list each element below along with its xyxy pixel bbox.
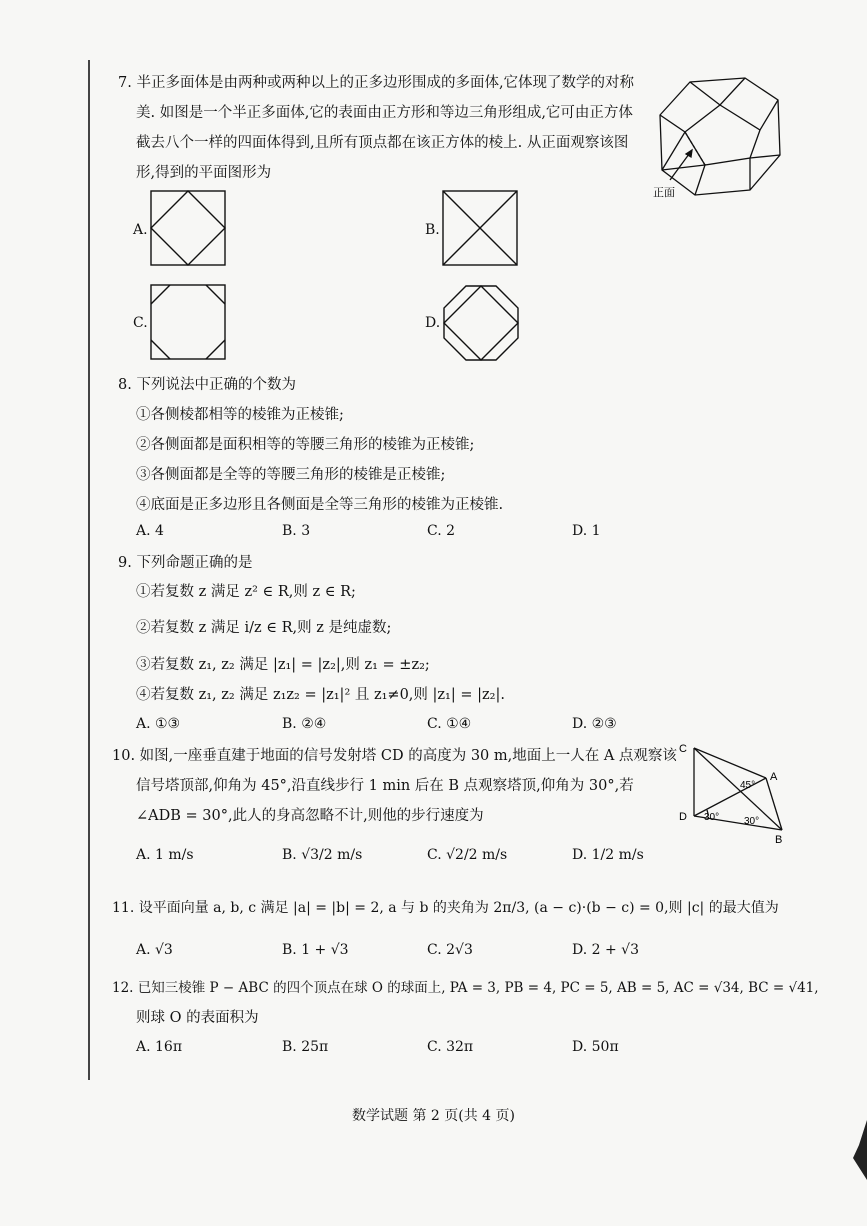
q9-option-a: A. ①③ [136, 716, 181, 732]
q12-option-b: B. 25π [282, 1039, 329, 1055]
q9-statement-4: ④若复数 z₁, z₂ 满足 z₁z₂ = |z₁|² 且 z₁≠0,则 |z₁| = |z₂|. [136, 687, 505, 703]
q11-option-d: D. 2 + √3 [572, 942, 639, 958]
q12-line-1: 12. 已知三棱锥 P − ABC 的四个顶点在球 O 的球面上, PA = 3, PB = 4, PC = 5, AB = 5, AC = √34, BC = √41, [112, 980, 819, 996]
label-b: B [775, 834, 783, 846]
q7-option-d-figure [442, 284, 520, 362]
q9-option-b: B. ②④ [282, 716, 327, 732]
label-angle-45: 45° [740, 780, 756, 791]
q9-statement-2: ②若复数 z 满足 i/z ∈ R,则 z 是纯虚数; [136, 620, 392, 636]
scan-edge-mark [849, 1120, 867, 1180]
q8-statement-4: ④底面是正多边形且各侧面是全等三角形的棱锥为正棱锥. [136, 497, 504, 513]
label-a: A [770, 771, 778, 783]
q8-option-c: C. 2 [427, 523, 456, 539]
q7-option-c-figure [150, 284, 226, 360]
q10-option-a: A. 1 m/s [136, 847, 194, 863]
q8-option-d: D. 1 [572, 523, 601, 539]
q7-option-b-figure [442, 190, 518, 266]
q10-option-d: D. 1/2 m/s [572, 847, 644, 863]
q12-option-a: A. 16π [136, 1039, 183, 1055]
q9-statement-3: ③若复数 z₁, z₂ 满足 |z₁| = |z₂|,则 z₁ = ±z₂; [136, 657, 430, 673]
q10-option-c: C. √2/2 m/s [427, 847, 508, 863]
q8-option-a: A. 4 [136, 523, 164, 539]
q12-option-c: C. 32π [427, 1039, 474, 1055]
q12-line-2: 则球 O 的表面积为 [136, 1010, 259, 1026]
q7-option-b: B. [425, 222, 440, 238]
tower-figure [674, 738, 794, 850]
page-footer: 数学试题 第 2 页(共 4 页) [352, 1108, 515, 1124]
q11-option-a: A. √3 [136, 942, 173, 958]
label-c: C [679, 743, 687, 755]
q11-stem: 11. 设平面向量 a, b, c 满足 |a| = |b| = 2, a 与 b 的夹角为 2π/3, (a − c)·(b − c) = 0,则 |c| 的最大值为 [112, 900, 779, 916]
q9-stem: 9. 下列命题正确的是 [118, 555, 253, 571]
q8-statement-3: ③各侧面都是全等的等腰三角形的棱锥是正棱锥; [136, 467, 446, 483]
q10-option-b: B. √3/2 m/s [282, 847, 363, 863]
q11-option-b: B. 1 + √3 [282, 942, 349, 958]
q7-line-4: 形,得到的平面图形为 [136, 165, 272, 181]
q8-option-b: B. 3 [282, 523, 311, 539]
q8-statement-2: ②各侧面都是面积相等的等腰三角形的棱锥为正棱锥; [136, 437, 475, 453]
q7-line-1: 7. 半正多面体是由两种或两种以上的正多边形围成的多面体,它体现了数学的对称 [118, 75, 635, 91]
q7-option-a-figure [150, 190, 226, 266]
q7-line-3: 截去八个一样的四面体得到,且所有顶点都在该正方体的棱上. 从正面观察该图 [136, 135, 629, 151]
q9-option-d: D. ②③ [572, 716, 617, 732]
label-angle-30-d: 30° [704, 812, 720, 823]
q12-option-d: D. 50π [572, 1039, 619, 1055]
q11-option-c: C. 2√3 [427, 942, 473, 958]
label-d: D [679, 811, 687, 823]
q10-line-1: 10. 如图,一座垂直建于地面的信号发射塔 CD 的高度为 30 m,地面上一人在 A 点观察该 [112, 748, 677, 764]
q7-option-d: D. [425, 315, 441, 331]
q10-line-2: 信号塔顶部,仰角为 45°,沿直线步行 1 min 后在 B 点观察塔顶,仰角为 30°,若 [136, 778, 634, 794]
margin-rule [88, 60, 90, 1080]
q9-option-c: C. ①④ [427, 716, 472, 732]
q7-option-a: A. [133, 222, 148, 238]
label-angle-30-b: 30° [744, 816, 760, 827]
q8-stem: 8. 下列说法中正确的个数为 [118, 377, 296, 393]
q7-option-c: C. [133, 315, 148, 331]
front-label: 正面 [653, 187, 675, 199]
polyhedron-figure [650, 70, 785, 200]
q10-line-3: ∠ADB = 30°,此人的身高忽略不计,则他的步行速度为 [136, 808, 484, 824]
q8-statement-1: ①各侧棱都相等的棱锥为正棱锥; [136, 407, 344, 423]
q9-statement-1: ①若复数 z 满足 z² ∈ R,则 z ∈ R; [136, 584, 356, 600]
q7-line-2: 美. 如图是一个半正多面体,它的表面由正方形和等边三角形组成,它可由正方体 [136, 105, 633, 121]
